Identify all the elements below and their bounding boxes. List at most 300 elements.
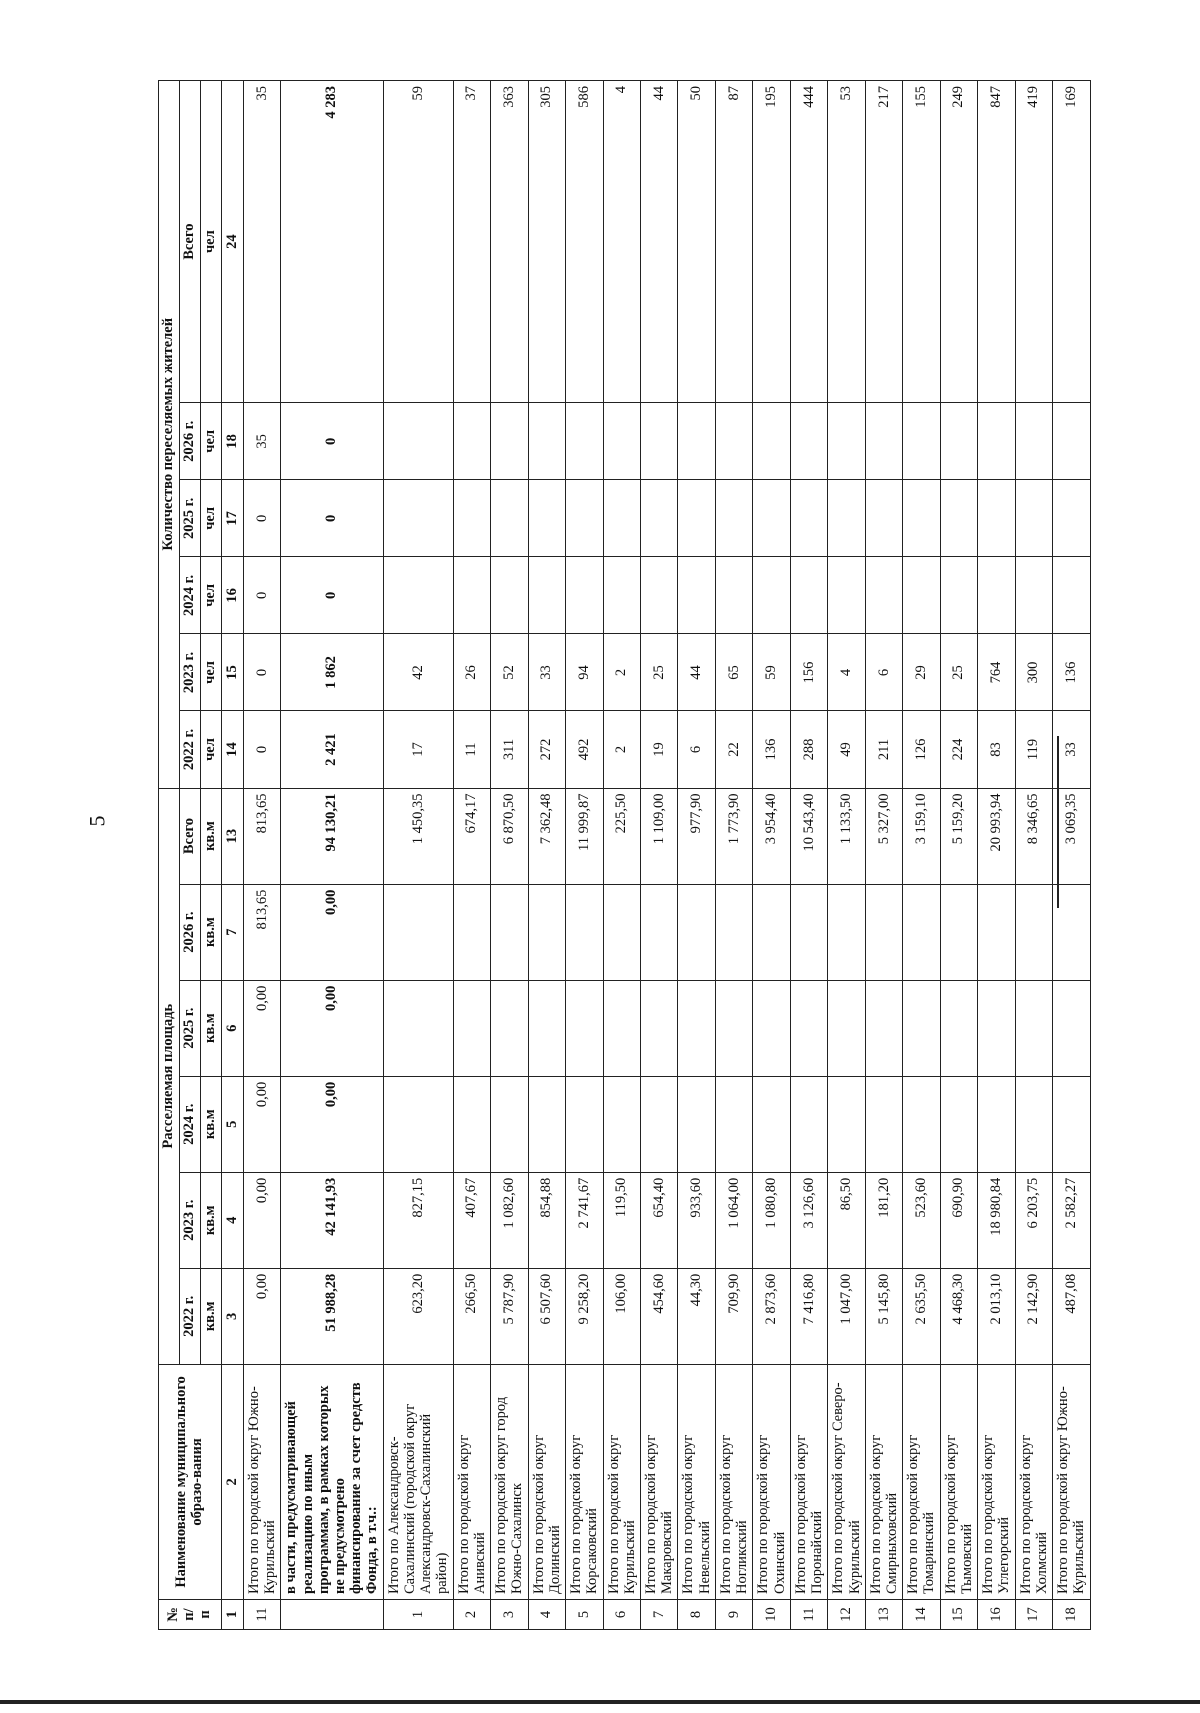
- cell-a2026: [383, 884, 453, 980]
- cell-a2024: 0,00: [243, 1076, 280, 1172]
- cell-ptotal: 169: [1053, 81, 1090, 403]
- cell-a2024: [790, 1076, 827, 1172]
- cell-a2022: 6 507,60: [528, 1268, 565, 1364]
- cell-p2022: 0: [243, 711, 280, 788]
- header-area-year: 2024 г.: [179, 1076, 200, 1172]
- unit-people: чел: [200, 403, 221, 480]
- cell-p2023: 0: [243, 634, 280, 711]
- table-row: [940, 81, 977, 1630]
- cell-p2024: [790, 557, 827, 634]
- table-row: [453, 81, 490, 1630]
- cell-p2026: [790, 403, 827, 480]
- cell-a2025: [715, 980, 752, 1076]
- cell-a2026: [865, 884, 902, 980]
- cell-p2024: [978, 557, 1015, 634]
- unit-area: кв.м: [200, 1268, 221, 1364]
- cell-no: 9: [715, 1599, 752, 1629]
- cell-a2025: [940, 980, 977, 1076]
- cell-p2024: [715, 557, 752, 634]
- resettlement-table: [158, 80, 1091, 1630]
- cell-p2022: 311: [491, 711, 528, 788]
- cell-no: 12: [828, 1599, 865, 1629]
- cell-a2022: 2 873,60: [753, 1268, 790, 1364]
- table-row: [491, 81, 528, 1630]
- header-area-year: 2022 г.: [179, 1268, 200, 1364]
- cell-p2025: [865, 480, 902, 557]
- cell-p2023: 156: [790, 634, 827, 711]
- cell-atotal: 94 130,21: [281, 788, 383, 884]
- rotated-table-container: [158, 80, 1200, 1630]
- header-area-year: 2025 г.: [179, 980, 200, 1076]
- header-area-group: Расселяемая площадь: [159, 788, 180, 1364]
- cell-p2024: [753, 557, 790, 634]
- cell-a2023: 690,90: [940, 1172, 977, 1268]
- cell-a2024: [383, 1076, 453, 1172]
- cell-ptotal: 847: [978, 81, 1015, 403]
- table-row: [978, 81, 1015, 1630]
- cell-a2023: 6 203,75: [1015, 1172, 1052, 1268]
- cell-p2024: [566, 557, 603, 634]
- cell-a2023: 1 080,80: [753, 1172, 790, 1268]
- cell-no: 2: [453, 1599, 490, 1629]
- cell-p2024: 0: [243, 557, 280, 634]
- cell-p2024: [1053, 557, 1090, 634]
- cell-atotal: 1 450,35: [383, 788, 453, 884]
- column-index: 17: [221, 480, 243, 557]
- cell-a2025: [790, 980, 827, 1076]
- table-row: [1053, 81, 1090, 1630]
- cell-a2022: 106,00: [603, 1268, 640, 1364]
- header-area-year: 2023 г.: [179, 1172, 200, 1268]
- cell-p2023: 42: [383, 634, 453, 711]
- cell-a2024: [865, 1076, 902, 1172]
- cell-p2026: [603, 403, 640, 480]
- table-row: [528, 81, 565, 1630]
- cell-a2024: [903, 1076, 940, 1172]
- cell-p2023: 136: [1053, 634, 1090, 711]
- cell-name: Итого по городской округ Углегорский: [978, 1364, 1015, 1599]
- column-index-row: [221, 81, 243, 1630]
- cell-a2024: [453, 1076, 490, 1172]
- cell-p2025: [383, 480, 453, 557]
- column-index: 14: [221, 711, 243, 788]
- cell-atotal: 6 870,50: [491, 788, 528, 884]
- cell-p2022: 6: [678, 711, 715, 788]
- unit-area: кв.м: [200, 1172, 221, 1268]
- cell-a2023: 827,15: [383, 1172, 453, 1268]
- table-row: [790, 81, 827, 1630]
- table-row: [678, 81, 715, 1630]
- cell-name: Итого по городской округ Северо-Курильский: [828, 1364, 865, 1599]
- table-row: [566, 81, 603, 1630]
- cell-a2023: 1 082,60: [491, 1172, 528, 1268]
- cell-atotal: 1 773,90: [715, 788, 752, 884]
- cell-p2025: [715, 480, 752, 557]
- cell-a2026: 813,65: [243, 884, 280, 980]
- cell-a2023: 854,88: [528, 1172, 565, 1268]
- cell-a2023: 523,60: [903, 1172, 940, 1268]
- cell-a2023: 654,40: [640, 1172, 677, 1268]
- cell-p2025: [528, 480, 565, 557]
- cell-a2025: 0,00: [281, 980, 383, 1076]
- cell-p2026: [678, 403, 715, 480]
- cell-atotal: 5 159,20: [940, 788, 977, 884]
- header-name: Наименование муниципального образо-вания: [159, 1364, 222, 1599]
- cell-p2025: [790, 480, 827, 557]
- cell-no: 8: [678, 1599, 715, 1629]
- unit-area: кв.м: [200, 788, 221, 884]
- cell-name: Итого по городской округ Анивский: [453, 1364, 490, 1599]
- cell-ptotal: 35: [243, 81, 280, 403]
- cell-a2025: [753, 980, 790, 1076]
- cell-p2026: [715, 403, 752, 480]
- cell-a2023: 119,50: [603, 1172, 640, 1268]
- cell-atotal: 1 109,00: [640, 788, 677, 884]
- table-row: [603, 81, 640, 1630]
- cell-ptotal: 4: [603, 81, 640, 403]
- cell-a2026: [603, 884, 640, 980]
- cell-name: в части, предусматривающей реализацию по иным программам, в рамках которых не предусмотрено финансирование за счет средств Фонда, в т.ч.:: [281, 1364, 383, 1599]
- cell-p2022: 11: [453, 711, 490, 788]
- cell-a2022: 266,50: [453, 1268, 490, 1364]
- cell-p2026: [978, 403, 1015, 480]
- column-index: 18: [221, 403, 243, 480]
- table-row: [243, 81, 280, 1630]
- cell-atotal: 7 362,48: [528, 788, 565, 884]
- cell-name: Итого по городской округ Охинский: [753, 1364, 790, 1599]
- cell-a2026: [715, 884, 752, 980]
- cell-a2026: [1053, 884, 1090, 980]
- cell-p2023: 33: [528, 634, 565, 711]
- cell-p2022: 492: [566, 711, 603, 788]
- cell-p2025: [1053, 480, 1090, 557]
- cell-a2022: 2 013,10: [978, 1268, 1015, 1364]
- unit-people: чел: [200, 711, 221, 788]
- cell-p2025: [1015, 480, 1052, 557]
- cell-atotal: 20 993,94: [978, 788, 1015, 884]
- cell-p2025: [603, 480, 640, 557]
- cell-name: Итого по городской округ Макаровский: [640, 1364, 677, 1599]
- cell-a2022: 7 416,80: [790, 1268, 827, 1364]
- cell-a2022: 1 047,00: [828, 1268, 865, 1364]
- cell-ptotal: 195: [753, 81, 790, 403]
- cell-p2022: 136: [753, 711, 790, 788]
- cell-p2023: 25: [640, 634, 677, 711]
- cell-a2024: [978, 1076, 1015, 1172]
- cell-a2022: 44,30: [678, 1268, 715, 1364]
- cell-name: Итого по городской округ Корсаковский: [566, 1364, 603, 1599]
- cell-a2023: 407,67: [453, 1172, 490, 1268]
- cell-p2024: [640, 557, 677, 634]
- cell-p2023: 300: [1015, 634, 1052, 711]
- cell-p2023: 59: [753, 634, 790, 711]
- table-row: [640, 81, 677, 1630]
- cell-a2026: 0,00: [281, 884, 383, 980]
- table-row: [1015, 81, 1052, 1630]
- cell-name: Итого по городской округ Тымовский: [940, 1364, 977, 1599]
- unit-people: чел: [200, 81, 221, 403]
- cell-name: Итого по городской округ Томаринский: [903, 1364, 940, 1599]
- cell-a2022: 2 635,50: [903, 1268, 940, 1364]
- cell-a2025: [491, 980, 528, 1076]
- cell-a2022: 487,08: [1053, 1268, 1090, 1364]
- cell-p2022: 224: [940, 711, 977, 788]
- cell-a2025: [828, 980, 865, 1076]
- cell-p2024: [828, 557, 865, 634]
- cell-a2026: [753, 884, 790, 980]
- cell-no: [281, 1599, 383, 1629]
- cell-atotal: 5 327,00: [865, 788, 902, 884]
- cell-a2024: [603, 1076, 640, 1172]
- cell-a2023: 86,50: [828, 1172, 865, 1268]
- cell-a2024: [678, 1076, 715, 1172]
- cell-p2022: 17: [383, 711, 453, 788]
- cell-a2026: [528, 884, 565, 980]
- cell-no: 17: [1015, 1599, 1052, 1629]
- cell-ptotal: 50: [678, 81, 715, 403]
- cell-p2025: [566, 480, 603, 557]
- cell-a2024: [828, 1076, 865, 1172]
- cell-a2024: 0,00: [281, 1076, 383, 1172]
- cell-p2026: [640, 403, 677, 480]
- cell-no: 11: [790, 1599, 827, 1629]
- cell-p2023: 44: [678, 634, 715, 711]
- cell-atotal: 674,17: [453, 788, 490, 884]
- cell-p2022: 22: [715, 711, 752, 788]
- cell-a2025: [528, 980, 565, 1076]
- cell-p2024: [453, 557, 490, 634]
- cell-a2024: [640, 1076, 677, 1172]
- unit-area: кв.м: [200, 884, 221, 980]
- cell-p2022: 33: [1053, 711, 1090, 788]
- cell-a2026: [566, 884, 603, 980]
- cell-a2023: 0,00: [243, 1172, 280, 1268]
- cell-name: Итого по городской округ Невельский: [678, 1364, 715, 1599]
- cell-name: Итого по Александровск-Сахалинский (городской округ Александровск-Сахалинский район): [383, 1364, 453, 1599]
- cell-atotal: 10 543,40: [790, 788, 827, 884]
- cell-ptotal: 37: [453, 81, 490, 403]
- cell-ptotal: 249: [940, 81, 977, 403]
- cell-ptotal: 305: [528, 81, 565, 403]
- unit-area: кв.м: [200, 1076, 221, 1172]
- cell-no: 3: [491, 1599, 528, 1629]
- cell-p2022: 19: [640, 711, 677, 788]
- cell-p2025: [753, 480, 790, 557]
- cell-p2026: [1053, 403, 1090, 480]
- cell-p2026: 0: [281, 403, 383, 480]
- cell-p2024: 0: [281, 557, 383, 634]
- cell-a2026: [453, 884, 490, 980]
- page-number: 5: [84, 815, 110, 827]
- cell-p2025: [640, 480, 677, 557]
- cell-no: 11: [243, 1599, 280, 1629]
- cell-no: 18: [1053, 1599, 1090, 1629]
- cell-p2024: [678, 557, 715, 634]
- cell-a2022: 5 145,80: [865, 1268, 902, 1364]
- cell-a2026: [678, 884, 715, 980]
- cell-p2025: [978, 480, 1015, 557]
- unit-people: чел: [200, 557, 221, 634]
- cell-p2025: [828, 480, 865, 557]
- cell-a2023: 181,20: [865, 1172, 902, 1268]
- header-people-year: 2025 г.: [179, 480, 200, 557]
- cell-a2022: 9 258,20: [566, 1268, 603, 1364]
- cell-atotal: 813,65: [243, 788, 280, 884]
- cell-a2023: 2 741,67: [566, 1172, 603, 1268]
- cell-ptotal: 586: [566, 81, 603, 403]
- cell-a2022: 0,00: [243, 1268, 280, 1364]
- cell-p2023: 25: [940, 634, 977, 711]
- cell-ptotal: 444: [790, 81, 827, 403]
- scan-edge-bar: [0, 1700, 1200, 1704]
- cell-p2026: [940, 403, 977, 480]
- cell-p2024: [903, 557, 940, 634]
- cell-a2026: [940, 884, 977, 980]
- cell-atotal: 3 954,40: [753, 788, 790, 884]
- cell-a2026: [828, 884, 865, 980]
- cell-ptotal: 4 283: [281, 81, 383, 403]
- cell-p2026: 35: [243, 403, 280, 480]
- cell-atotal: 3 069,35: [1053, 788, 1090, 884]
- header-people-year: 2023 г.: [179, 634, 200, 711]
- cell-a2026: [790, 884, 827, 980]
- cell-p2023: 2: [603, 634, 640, 711]
- cell-a2025: [1015, 980, 1052, 1076]
- cell-p2026: [865, 403, 902, 480]
- cell-p2023: 52: [491, 634, 528, 711]
- cell-name: Итого по городской округ Смирныховский: [865, 1364, 902, 1599]
- column-index: 5: [221, 1076, 243, 1172]
- column-index: 15: [221, 634, 243, 711]
- unit-people: чел: [200, 480, 221, 557]
- cell-p2026: [1015, 403, 1052, 480]
- table-row: [383, 81, 453, 1630]
- cell-p2022: 49: [828, 711, 865, 788]
- cell-a2026: [640, 884, 677, 980]
- cell-p2025: [678, 480, 715, 557]
- cell-atotal: 3 159,10: [903, 788, 940, 884]
- cell-name: Итого по городской округ город Южно-Сахалинск: [491, 1364, 528, 1599]
- cell-p2024: [865, 557, 902, 634]
- cell-a2025: 0,00: [243, 980, 280, 1076]
- cell-ptotal: 53: [828, 81, 865, 403]
- cell-a2025: [1053, 980, 1090, 1076]
- cell-p2023: 1 862: [281, 634, 383, 711]
- cell-ptotal: 419: [1015, 81, 1052, 403]
- cell-atotal: 977,90: [678, 788, 715, 884]
- cell-p2024: [1015, 557, 1052, 634]
- cell-a2024: [491, 1076, 528, 1172]
- cell-a2024: [940, 1076, 977, 1172]
- unit-people: чел: [200, 634, 221, 711]
- cell-a2025: [903, 980, 940, 1076]
- cell-p2025: 0: [243, 480, 280, 557]
- cell-p2024: [940, 557, 977, 634]
- table-row: [865, 81, 902, 1630]
- cell-a2025: [383, 980, 453, 1076]
- cell-a2025: [865, 980, 902, 1076]
- cell-no: 6: [603, 1599, 640, 1629]
- cell-p2026: [566, 403, 603, 480]
- cell-a2022: 51 988,28: [281, 1268, 383, 1364]
- column-index: 24: [221, 81, 243, 403]
- header-people-year: 2026 г.: [179, 403, 200, 480]
- cell-p2022: 2 421: [281, 711, 383, 788]
- cell-no: 16: [978, 1599, 1015, 1629]
- cell-a2023: 18 980,84: [978, 1172, 1015, 1268]
- cell-a2025: [978, 980, 1015, 1076]
- cell-p2026: [491, 403, 528, 480]
- cell-p2026: [453, 403, 490, 480]
- cell-a2025: [453, 980, 490, 1076]
- cell-no: 7: [640, 1599, 677, 1629]
- table-body: [243, 81, 1090, 1630]
- cell-a2026: [491, 884, 528, 980]
- cell-name: Итого по городской округ Южно-Курильский: [1053, 1364, 1090, 1599]
- cell-p2025: [940, 480, 977, 557]
- header-area-total: Всего: [179, 788, 200, 884]
- cell-a2024: [1053, 1076, 1090, 1172]
- cell-p2022: 126: [903, 711, 940, 788]
- column-index: 3: [221, 1268, 243, 1364]
- cell-atotal: 8 346,65: [1015, 788, 1052, 884]
- cell-no: 15: [940, 1599, 977, 1629]
- cell-ptotal: 87: [715, 81, 752, 403]
- cell-a2024: [566, 1076, 603, 1172]
- column-index: 1: [221, 1599, 243, 1629]
- cell-p2026: [903, 403, 940, 480]
- cell-a2024: [753, 1076, 790, 1172]
- cell-p2022: 211: [865, 711, 902, 788]
- cell-name: Итого по городской округ Холмский: [1015, 1364, 1052, 1599]
- table-row: [753, 81, 790, 1630]
- cell-no: 13: [865, 1599, 902, 1629]
- cell-a2026: [903, 884, 940, 980]
- cell-p2024: [491, 557, 528, 634]
- cell-a2022: 623,20: [383, 1268, 453, 1364]
- cell-a2022: 2 142,90: [1015, 1268, 1052, 1364]
- column-index: 16: [221, 557, 243, 634]
- cell-a2023: 3 126,60: [790, 1172, 827, 1268]
- cell-p2024: [528, 557, 565, 634]
- cell-atotal: 1 133,50: [828, 788, 865, 884]
- cell-a2024: [715, 1076, 752, 1172]
- cell-a2022: 709,90: [715, 1268, 752, 1364]
- cell-p2023: 4: [828, 634, 865, 711]
- cell-p2022: 83: [978, 711, 1015, 788]
- cell-a2025: [678, 980, 715, 1076]
- cell-a2023: 933,60: [678, 1172, 715, 1268]
- header-area-year: 2026 г.: [179, 884, 200, 980]
- column-index: 13: [221, 788, 243, 884]
- cell-a2026: [978, 884, 1015, 980]
- cell-p2025: [491, 480, 528, 557]
- cell-a2025: [603, 980, 640, 1076]
- table-row: [828, 81, 865, 1630]
- cell-p2022: 288: [790, 711, 827, 788]
- header-people-year: 2022 г.: [179, 711, 200, 788]
- cell-ptotal: 363: [491, 81, 528, 403]
- cell-p2024: [603, 557, 640, 634]
- cell-p2024: [383, 557, 453, 634]
- cell-a2024: [528, 1076, 565, 1172]
- cell-name: Итого по городской округ Курильский: [603, 1364, 640, 1599]
- header-people-total: Всего: [179, 81, 200, 403]
- column-index: 7: [221, 884, 243, 980]
- cell-name: Итого по городской округ Ногликский: [715, 1364, 752, 1599]
- cell-name: Итого по городской округ Поронайский: [790, 1364, 827, 1599]
- cell-name: Итого по городской округ Южно-Курильский: [243, 1364, 280, 1599]
